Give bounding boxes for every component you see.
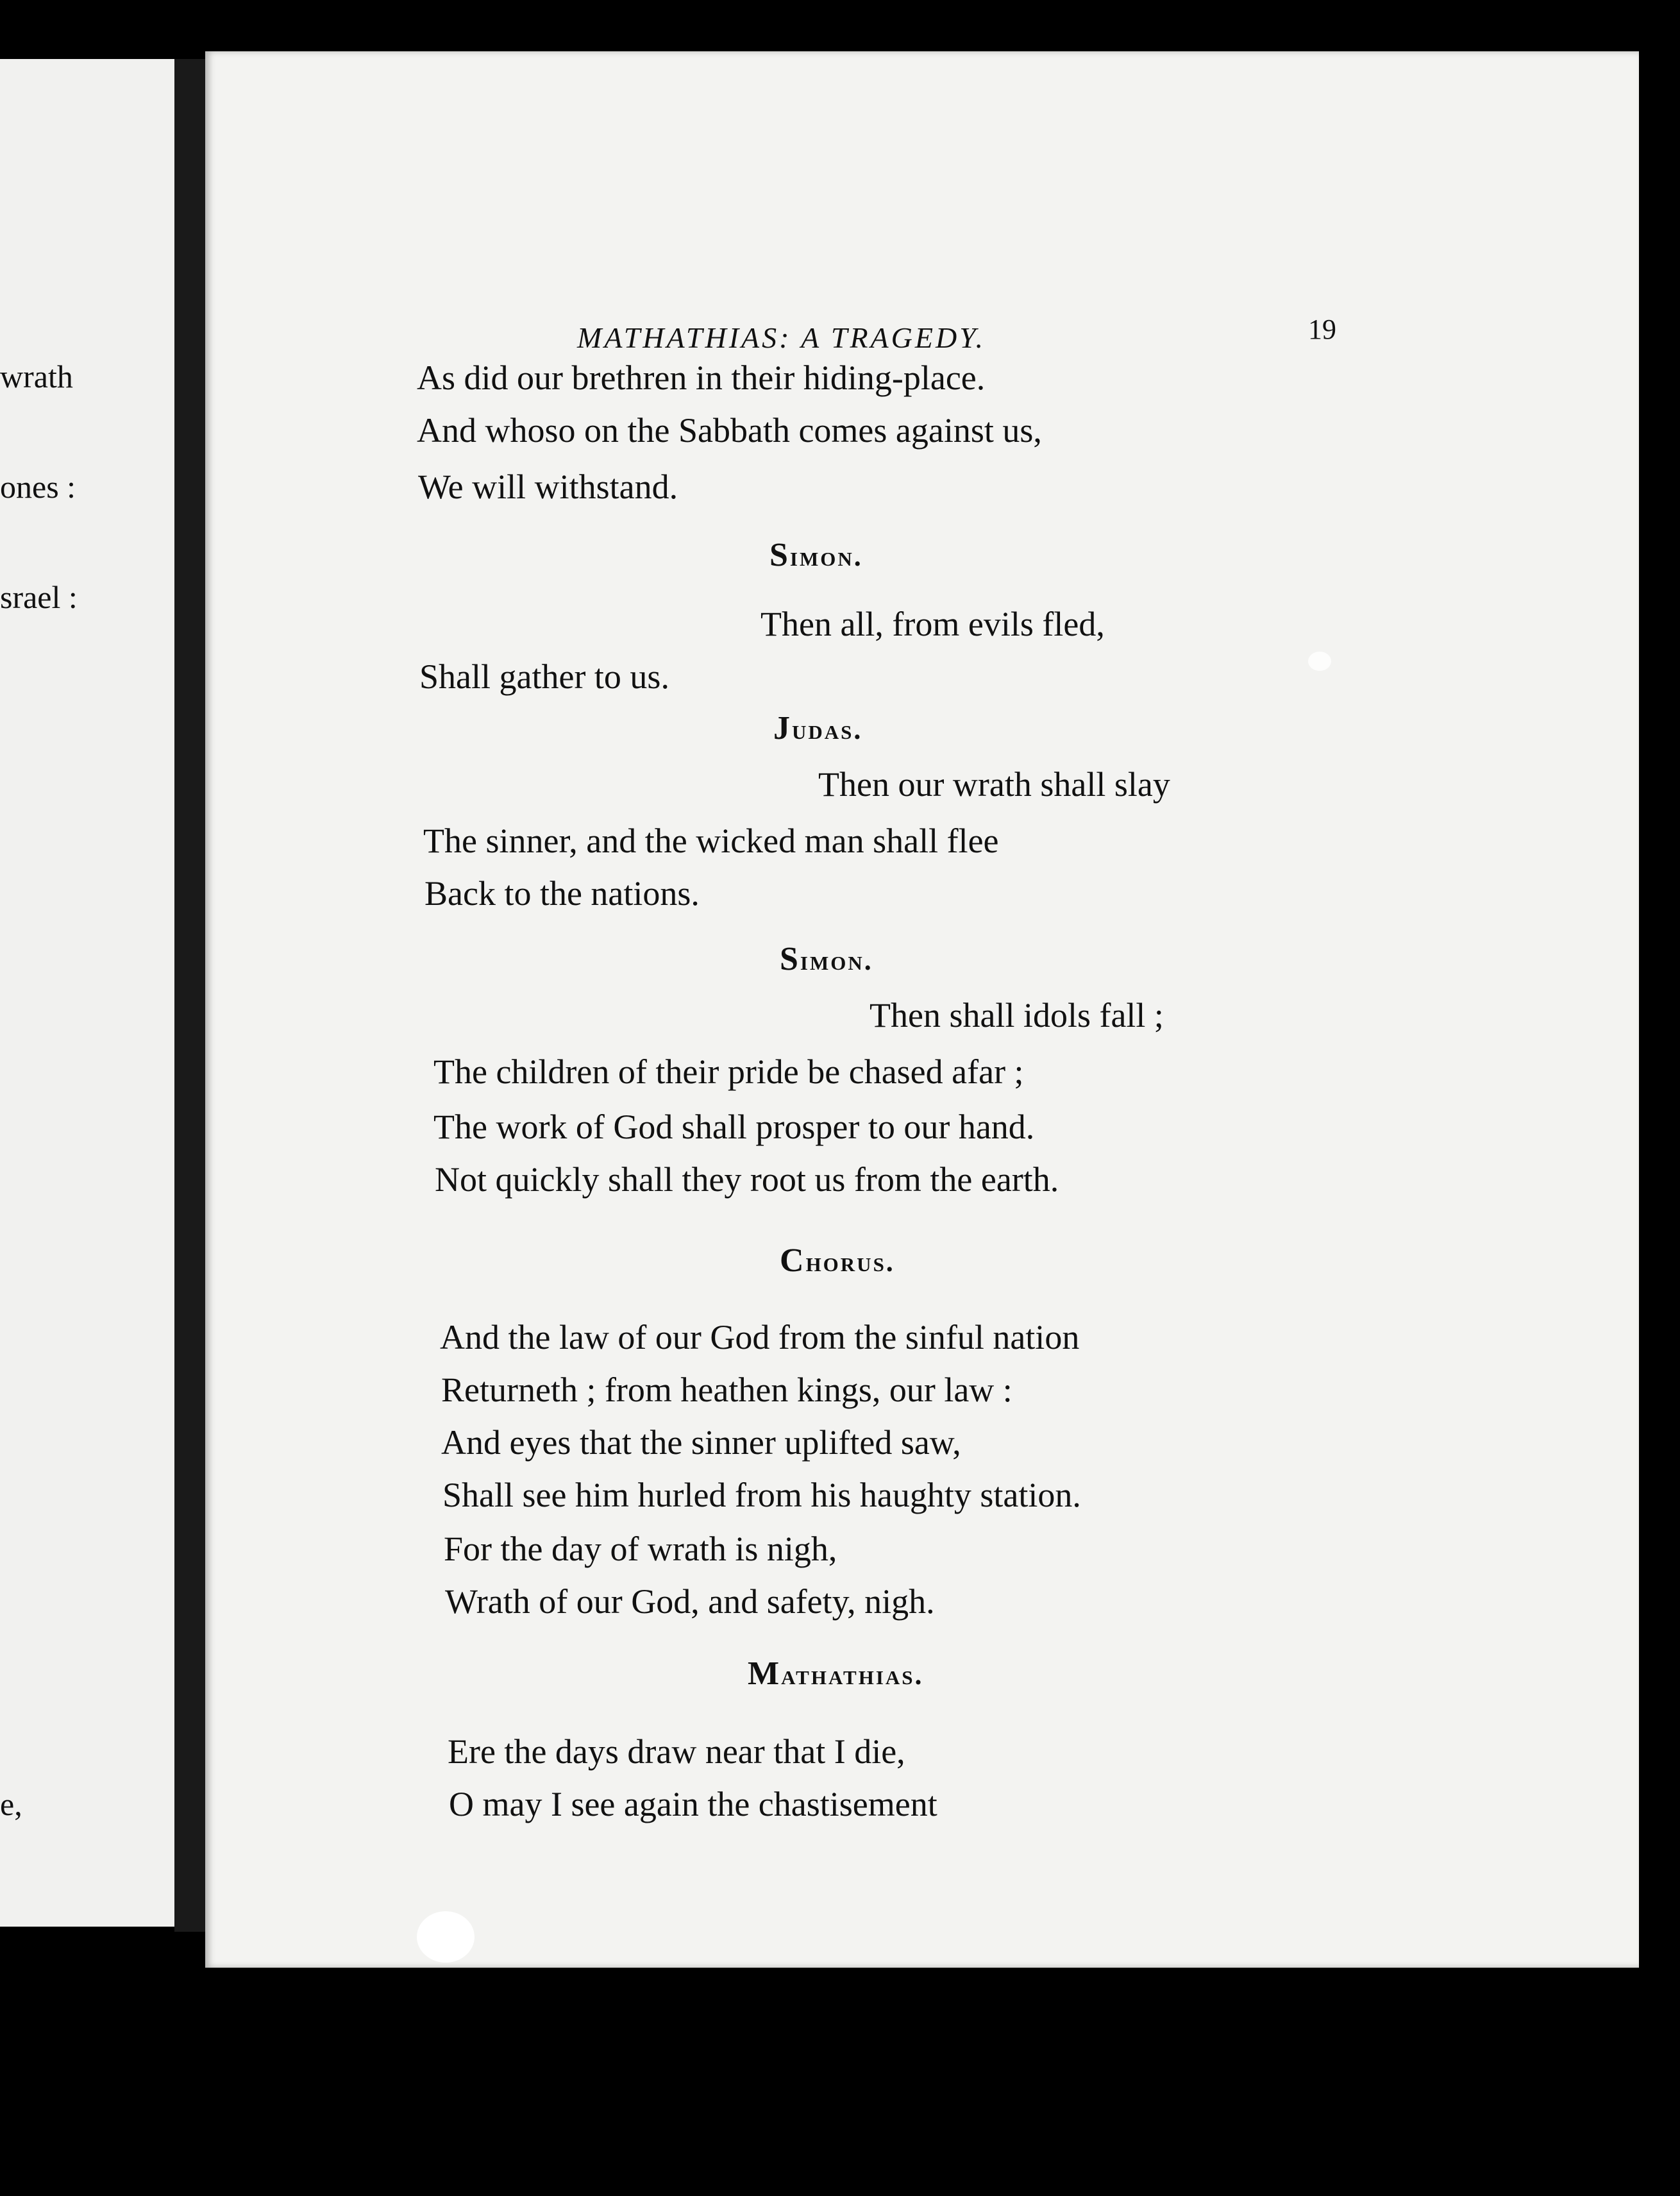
page-number: 19 [1308,314,1336,345]
speaker-name: Judas. [773,710,863,747]
facing-page-fragment: srael : [0,579,78,615]
speaker-name: Simon. [769,537,863,573]
facing-page [0,59,174,1927]
verse-line: Shall see him hurled from his haughty station. [442,1476,1081,1514]
verse-line: For the day of wrath is nigh, [444,1530,837,1568]
verse-line: And whoso on the Sabbath comes against us, [417,411,1042,450]
verse-line: The sinner, and the wicked man shall flee [423,822,999,860]
verse-line: As did our brethren in their hiding-place. [417,359,986,397]
verse-line: The children of their pride be chased afar ; [433,1052,1024,1091]
speaker-name: Chorus. [780,1242,895,1279]
verse-line: Back to the nations. [424,874,700,913]
facing-page-fragment: e, [0,1786,22,1822]
verse-line: Ere the days draw near that I die, [448,1732,905,1771]
verse-line: Then all, from evils fled, [760,605,1105,643]
book-gutter [174,59,205,1932]
verse-line: Then shall idols fall ; [869,996,1164,1035]
speaker-name: Simon. [780,941,873,977]
verse-line: Shall gather to us. [419,657,669,696]
facing-page-fragment: wrath [0,359,73,394]
verse-line: Then our wrath shall slay [818,765,1170,804]
paper-blemish [417,1911,475,1963]
verse-line: O may I see again the chastisement [449,1785,937,1823]
verse-line: And eyes that the sinner uplifted saw, [441,1423,961,1462]
verse-line: Wrath of our God, and safety, nigh. [445,1582,935,1621]
verse-line: Returneth ; from heathen kings, our law : [441,1371,1012,1409]
running-head: MATHATHIAS: A TRAGEDY. [577,321,986,354]
verse-line: Not quickly shall they root us from the earth. [435,1160,1059,1199]
verse-line: We will withstand. [418,468,678,506]
book-page [205,51,1639,1968]
paper-blemish [1308,652,1331,671]
facing-page-fragment: ones : [0,469,76,505]
verse-line: And the law of our God from the sinful nation [440,1318,1080,1356]
speaker-name: Mathathias. [748,1655,924,1692]
verse-line: The work of God shall prosper to our hand. [433,1108,1035,1146]
